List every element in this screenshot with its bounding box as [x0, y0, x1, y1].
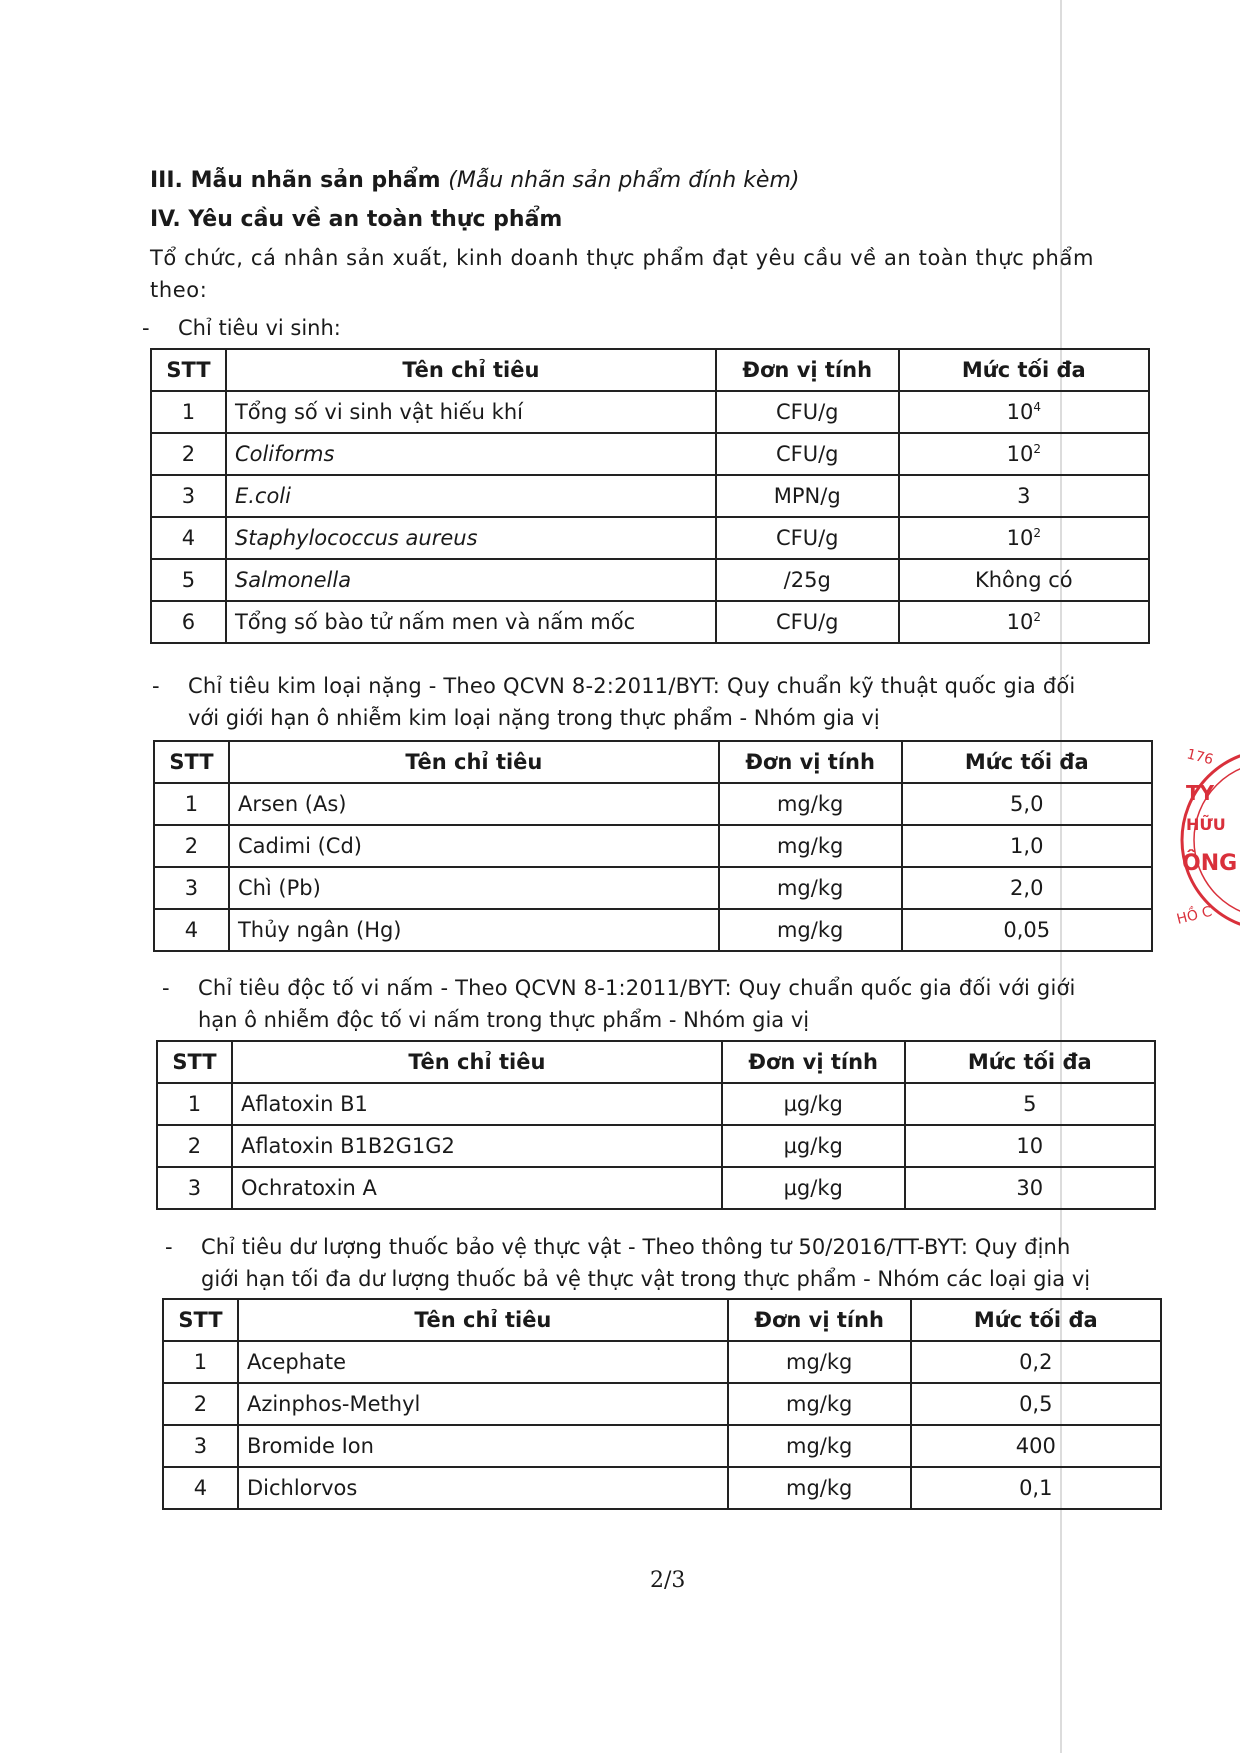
row-max — [899, 517, 1149, 559]
table-row — [157, 1125, 1155, 1167]
header-stt: STT — [163, 1299, 238, 1341]
stamp-text-1: 176 — [1185, 746, 1215, 769]
table-row — [154, 909, 1152, 951]
row-stt: 1 — [151, 391, 226, 433]
row-name: Chì (Pb) — [229, 867, 719, 909]
row-max: 5,0 — [902, 783, 1153, 825]
header-unit: Đơn vị tính — [719, 741, 902, 783]
microbiology-table — [150, 348, 1150, 644]
max-base: 10 — [1006, 610, 1034, 634]
row-stt: 4 — [151, 517, 226, 559]
row-stt: 2 — [163, 1383, 238, 1425]
table-row — [151, 475, 1149, 517]
table-row — [163, 1425, 1161, 1467]
table-row — [163, 1467, 1161, 1509]
row-max — [899, 475, 1149, 517]
row-stt: 2 — [157, 1125, 232, 1167]
max-base: Không có — [974, 568, 1073, 592]
row-name: Salmonella — [226, 559, 716, 601]
row-stt: 4 — [154, 909, 229, 951]
row-name: Bromide Ion — [238, 1425, 728, 1467]
table-row — [151, 601, 1149, 643]
table-row — [151, 391, 1149, 433]
row-max: 1,0 — [902, 825, 1153, 867]
stamp-text-4: ÔNG — [1182, 851, 1238, 876]
row-unit: MPN/g — [716, 475, 899, 517]
header-unit: Đơn vị tính — [728, 1299, 911, 1341]
row-name: Ochratoxin A — [232, 1167, 722, 1209]
row-name: Coliforms — [226, 433, 716, 475]
header-unit: Đơn vị tính — [716, 349, 899, 391]
pesticide-table — [162, 1298, 1162, 1510]
metal-caption-1: Chỉ tiêu kim loại nặng - Theo QCVN 8-2:2011/BYT: Quy chuẩn kỹ thuật quốc gia đối — [188, 674, 1076, 698]
pesticide-caption-2: giới hạn tối đa dư lượng thuốc bả vệ thực vật trong thực phẩm - Nhóm các loại gia vị — [201, 1267, 1091, 1291]
row-unit: mg/kg — [719, 909, 902, 951]
row-name: Azinphos-Methyl — [238, 1383, 728, 1425]
row-max: 0,05 — [902, 909, 1153, 951]
stamp-text-2: TY — [1186, 781, 1215, 805]
row-max: 0,2 — [911, 1341, 1161, 1383]
micro-bullet: - — [142, 316, 150, 340]
row-name: Cadimi (Cd) — [229, 825, 719, 867]
row-stt: 2 — [154, 825, 229, 867]
toxin-caption-1: Chỉ tiêu độc tố vi nấm - Theo QCVN 8-1:2011/BYT: Quy chuẩn quốc gia đối với giới — [198, 976, 1076, 1000]
intro-line-2: theo: — [150, 278, 208, 302]
company-stamp — [1172, 728, 1240, 958]
max-exponent: 2 — [1033, 526, 1041, 540]
section-3-heading — [150, 168, 799, 193]
row-stt: 3 — [154, 867, 229, 909]
row-name: Aflatoxin B1 — [232, 1083, 722, 1125]
row-unit: CFU/g — [716, 433, 899, 475]
toxin-caption-2: hạn ô nhiễm độc tố vi nấm trong thực phẩm - Nhóm gia vị — [198, 1008, 810, 1032]
max-base: 10 — [1006, 442, 1034, 466]
table-row — [163, 1383, 1161, 1425]
row-name: Arsen (As) — [229, 783, 719, 825]
section-4-heading: IV. Yêu cầu về an toàn thực phẩm — [150, 207, 563, 232]
row-max: 5 — [905, 1083, 1155, 1125]
metal-bullet: - — [152, 674, 160, 698]
intro-line-1: Tổ chức, cá nhân sản xuất, kinh doanh thực phẩm đạt yêu cầu về an toàn thực phẩm — [150, 246, 1094, 270]
table-row — [151, 559, 1149, 601]
row-stt: 5 — [151, 559, 226, 601]
row-max: 0,1 — [911, 1467, 1161, 1509]
table-row — [157, 1083, 1155, 1125]
row-unit: mg/kg — [719, 783, 902, 825]
table-row — [154, 867, 1152, 909]
row-unit: CFU/g — [716, 601, 899, 643]
table-header-row — [154, 741, 1152, 783]
row-max: 30 — [905, 1167, 1155, 1209]
row-unit: /25g — [716, 559, 899, 601]
row-max — [899, 559, 1149, 601]
page-number: 2/3 — [650, 1568, 686, 1593]
row-max — [899, 601, 1149, 643]
row-name: Staphylococcus aureus — [226, 517, 716, 559]
table-row — [157, 1167, 1155, 1209]
toxin-bullet: - — [162, 976, 170, 1000]
max-exponent: 4 — [1033, 400, 1041, 414]
row-stt: 3 — [151, 475, 226, 517]
row-stt: 1 — [154, 783, 229, 825]
header-stt: STT — [157, 1041, 232, 1083]
max-base: 10 — [1006, 526, 1034, 550]
row-unit: mg/kg — [719, 867, 902, 909]
row-unit: CFU/g — [716, 517, 899, 559]
header-name: Tên chỉ tiêu — [238, 1299, 728, 1341]
row-name: E.coli — [226, 475, 716, 517]
header-max: Mức tối đa — [905, 1041, 1155, 1083]
row-unit: mg/kg — [719, 825, 902, 867]
header-name: Tên chỉ tiêu — [229, 741, 719, 783]
pesticide-bullet: - — [165, 1235, 173, 1259]
row-unit: mg/kg — [728, 1467, 911, 1509]
table-row — [163, 1341, 1161, 1383]
row-stt: 1 — [163, 1341, 238, 1383]
row-stt: 2 — [151, 433, 226, 475]
metal-caption-2: với giới hạn ô nhiễm kim loại nặng trong thực phẩm - Nhóm gia vị — [188, 706, 880, 730]
row-max: 400 — [911, 1425, 1161, 1467]
header-max: Mức tối đa — [902, 741, 1153, 783]
header-stt: STT — [154, 741, 229, 783]
row-unit: µg/kg — [722, 1083, 905, 1125]
pesticide-caption-1: Chỉ tiêu dư lượng thuốc bảo vệ thực vật - Theo thông tư 50/2016/TT-BYT: Quy định — [201, 1235, 1071, 1259]
header-name: Tên chỉ tiêu — [226, 349, 716, 391]
row-name: Tổng số bào tử nấm men và nấm mốc — [226, 601, 716, 643]
row-unit: mg/kg — [728, 1425, 911, 1467]
table-header-row — [157, 1041, 1155, 1083]
row-name: Tổng số vi sinh vật hiếu khí — [226, 391, 716, 433]
table-row — [151, 433, 1149, 475]
mycotoxin-table — [156, 1040, 1156, 1210]
header-name: Tên chỉ tiêu — [232, 1041, 722, 1083]
stamp-text-3: HỮU — [1186, 815, 1226, 834]
row-name: Dichlorvos — [238, 1467, 728, 1509]
row-max — [899, 391, 1149, 433]
row-max: 2,0 — [902, 867, 1153, 909]
row-stt: 3 — [157, 1167, 232, 1209]
row-unit: µg/kg — [722, 1167, 905, 1209]
row-stt: 3 — [163, 1425, 238, 1467]
table-row — [154, 783, 1152, 825]
row-stt: 4 — [163, 1467, 238, 1509]
header-stt: STT — [151, 349, 226, 391]
row-max: 10 — [905, 1125, 1155, 1167]
row-stt: 1 — [157, 1083, 232, 1125]
header-max: Mức tối đa — [911, 1299, 1161, 1341]
table-row — [151, 517, 1149, 559]
row-name: Thủy ngân (Hg) — [229, 909, 719, 951]
row-name: Aflatoxin B1B2G1G2 — [232, 1125, 722, 1167]
row-unit: µg/kg — [722, 1125, 905, 1167]
row-unit: mg/kg — [728, 1383, 911, 1425]
max-base: 3 — [1017, 484, 1031, 508]
max-exponent: 2 — [1033, 610, 1041, 624]
max-base: 10 — [1006, 400, 1034, 424]
row-unit: mg/kg — [728, 1341, 911, 1383]
header-unit: Đơn vị tính — [722, 1041, 905, 1083]
row-max: 0,5 — [911, 1383, 1161, 1425]
heavy-metal-table — [153, 740, 1153, 952]
row-name: Acephate — [238, 1341, 728, 1383]
table-row — [154, 825, 1152, 867]
section-3-note: (Mẫu nhãn sản phẩm đính kèm) — [448, 168, 800, 193]
table-header-row — [163, 1299, 1161, 1341]
micro-caption: Chỉ tiêu vi sinh: — [178, 316, 341, 340]
table-header-row — [151, 349, 1149, 391]
row-stt: 6 — [151, 601, 226, 643]
stamp-text-5: HỒ C — [1175, 903, 1214, 928]
section-3-title: III. Mẫu nhãn sản phẩm — [150, 168, 441, 193]
row-unit: CFU/g — [716, 391, 899, 433]
max-exponent: 2 — [1033, 442, 1041, 456]
row-max — [899, 433, 1149, 475]
header-max: Mức tối đa — [899, 349, 1149, 391]
